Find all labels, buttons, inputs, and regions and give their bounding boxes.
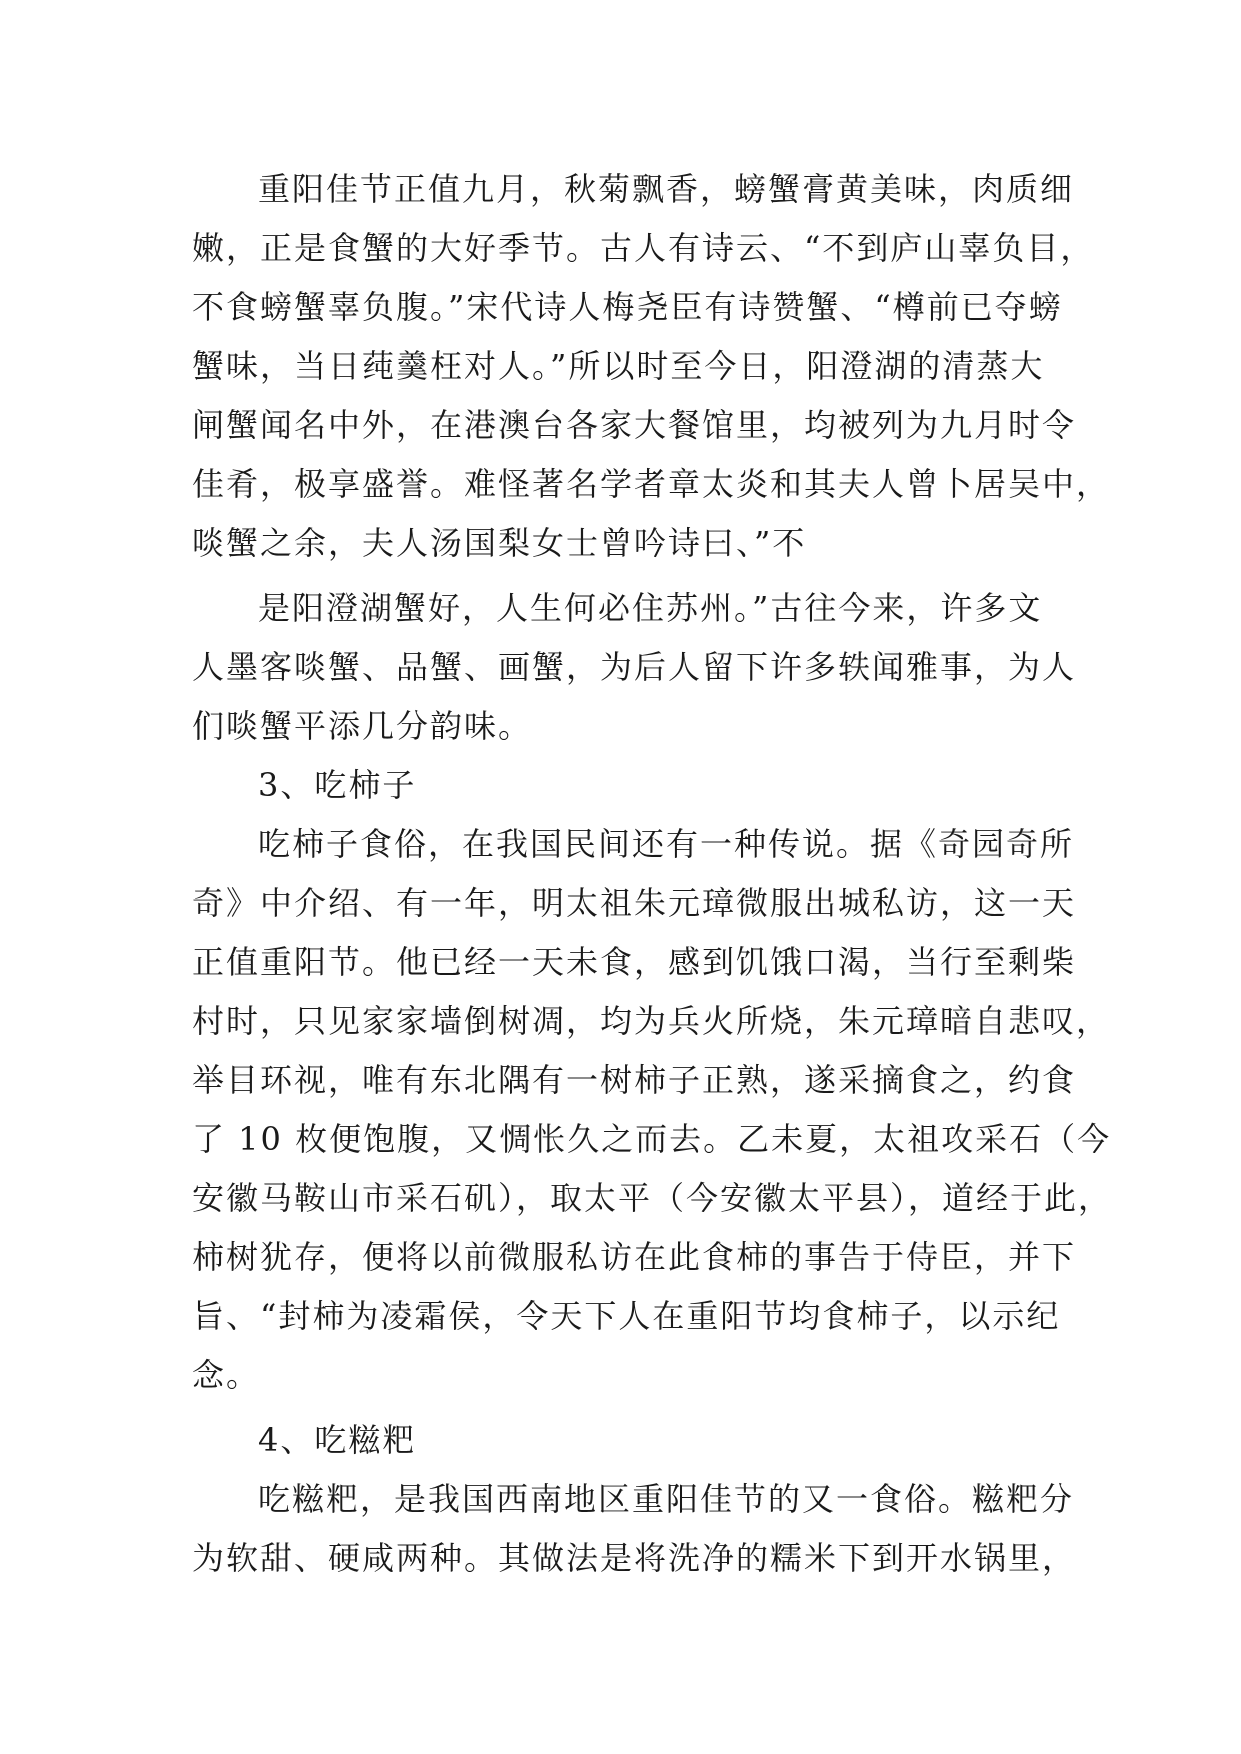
- text-line: 嫩，正是食蟹的大好季节。古人有诗云、“不到庐山辜负目，: [192, 229, 1095, 267]
- section-heading: 3、吃柿子: [258, 766, 417, 804]
- text-line: 举目环视，唯有东北隅有一树柿子正熟，遂采摘食之，约食: [192, 1061, 1077, 1099]
- paragraph-persimmon: [192, 815, 1113, 1405]
- text-line: 吃糍粑，是我国西南地区重阳佳节的又一食俗。糍粑分: [258, 1480, 1075, 1518]
- paragraph-ciba: [192, 1470, 1077, 1588]
- text-line: 蟹味，当日莼羹枉对人。”所以时至今日，阳澄湖的清蒸大: [192, 347, 1045, 385]
- text-line: 是阳澄湖蟹好，人生何必住苏州。”古往今来，许多文: [258, 589, 1043, 627]
- text-line: 不食螃蟹辜负腹。”宋代诗人梅尧臣有诗赞蟹、“樽前已夺螃: [192, 288, 1063, 326]
- section-heading-ciba: [192, 1411, 1064, 1470]
- document-body: [192, 160, 1113, 1588]
- paragraph-crab-continued: [192, 579, 1077, 756]
- text-line: 柿树犹存，便将以前微服私访在此食柿的事告于侍臣，并下: [192, 1238, 1077, 1276]
- text-line: 啖蟹之余，夫人汤国梨女士曾吟诗曰、”不: [192, 524, 807, 562]
- text-line: 正值重阳节。他已经一天未食，感到饥饿口渴，当行至剩柴: [192, 943, 1077, 981]
- text-line: 闸蟹闻名中外，在港澳台各家大餐馆里，均被列为九月时令: [192, 406, 1077, 444]
- text-line: 村时，只见家家墙倒树凋，均为兵火所烧，朱元璋暗自悲叹，: [192, 1002, 1111, 1040]
- text-line: 吃柿子食俗，在我国民间还有一种传说。据《奇园奇所: [258, 825, 1075, 863]
- text-line: 奇》中介绍、有一年，明太祖朱元璋微服出城私访，这一天: [192, 884, 1077, 922]
- text-line: 重阳佳节正值九月，秋菊飘香，螃蟹膏黄美味，肉质细: [258, 170, 1075, 208]
- text-line: 们啖蟹平添几分韵味。: [192, 707, 533, 745]
- text-line: 人墨客啖蟹、品蟹、画蟹，为后人留下许多轶闻雅事，为人: [192, 648, 1077, 686]
- paragraph-crab: [192, 160, 1111, 573]
- text-line: 念。: [192, 1356, 261, 1394]
- text-line: 了 10 枚便饱腹，又惆怅久之而去。乙未夏，太祖攻采石（今: [192, 1120, 1112, 1158]
- section-heading-persimmon: [192, 756, 1064, 815]
- text-line: 旨、“封柿为凌霜侯，令天下人在重阳节均食柿子，以示纪: [192, 1297, 1061, 1335]
- text-line: 安徽马鞍山市采石矶），取太平（今安徽太平县），道经于此，: [192, 1179, 1113, 1217]
- text-line: 佳肴，极享盛誉。难怪著名学者章太炎和其夫人曾卜居吴中，: [192, 465, 1111, 503]
- section-heading: 4、吃糍粑: [258, 1421, 417, 1459]
- text-line: 为软甜、硬咸两种。其做法是将洗净的糯米下到开水锅里，: [192, 1539, 1077, 1577]
